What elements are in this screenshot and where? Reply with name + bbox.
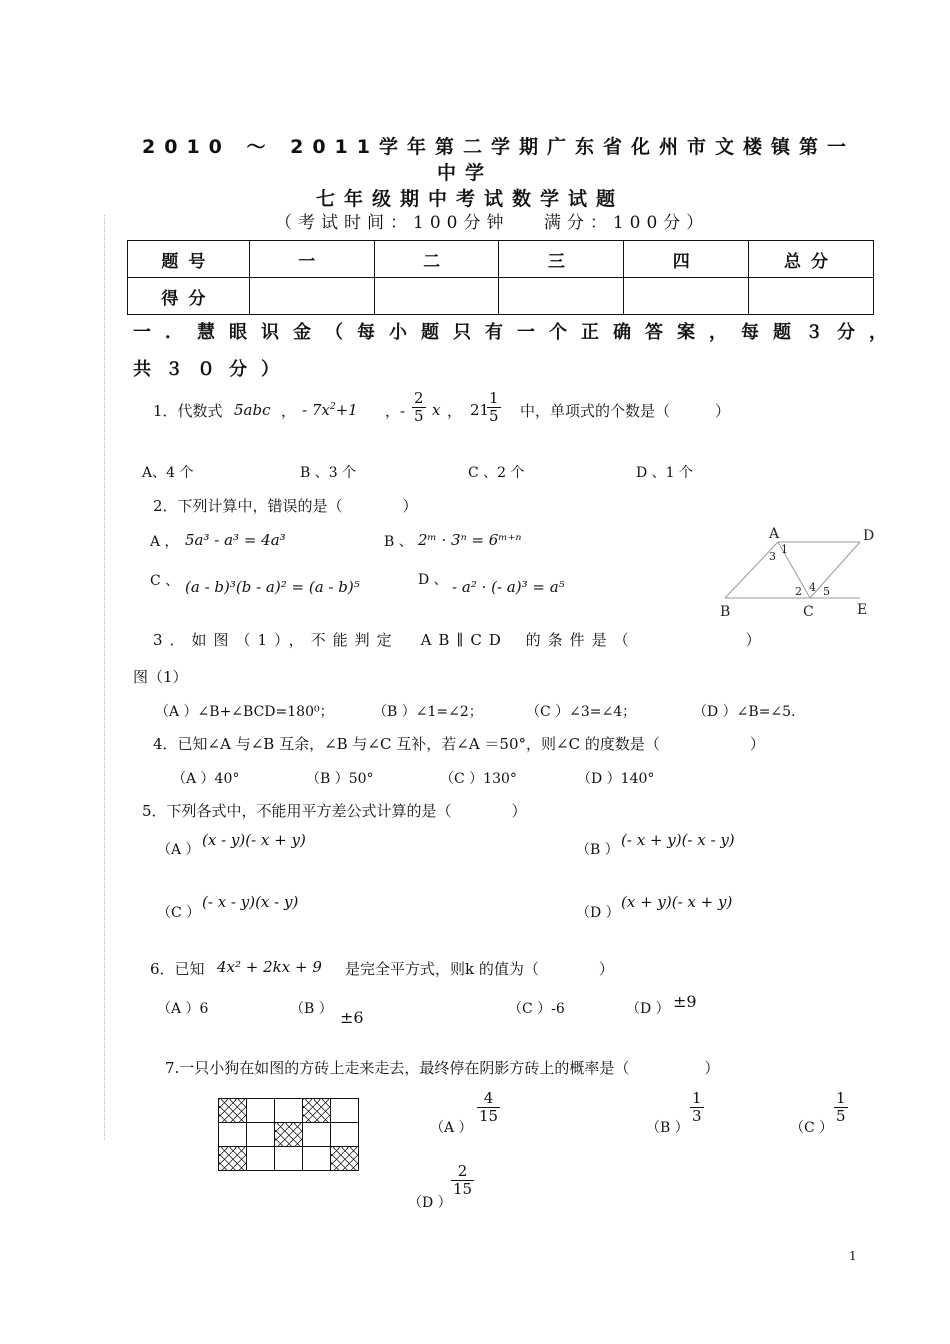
q7-option-d-num: 2: [457, 1162, 468, 1180]
q1-sep3: ，: [447, 402, 463, 420]
q4-option-c[interactable]: （C ）130°: [440, 771, 517, 787]
q1-mixed-num: 1: [489, 389, 499, 407]
figure-label-b: B: [720, 604, 731, 620]
score-input-cell[interactable]: [624, 278, 749, 315]
q2-option-c-label[interactable]: C 、: [150, 573, 180, 589]
figure-1-caption: 图（1）: [133, 668, 188, 686]
q1-fraction-num: 2: [414, 389, 424, 407]
tile-shaded: [331, 1147, 359, 1171]
q1-fraction-var: x: [432, 401, 441, 419]
q1-fraction: [412, 390, 426, 425]
q2-option-b-label[interactable]: B 、: [384, 534, 413, 550]
q5-option-b-expr: (- x + y)(- x - y): [621, 831, 735, 849]
q5-option-d-label[interactable]: （D ）: [576, 905, 620, 921]
q7-option-c-num: 1: [836, 1089, 846, 1107]
q3-option-a[interactable]: （A ）∠B+∠BCD=180⁰；: [155, 704, 334, 720]
q2-option-a-label[interactable]: A ，: [150, 534, 179, 550]
q7-option-c-label[interactable]: （C ）: [790, 1120, 834, 1136]
q3-option-b[interactable]: （B ）∠1=∠2；: [373, 704, 483, 720]
score-input-cell[interactable]: [749, 278, 874, 315]
q1-term2-exp: 2: [329, 402, 336, 412]
tile-grid: [218, 1098, 359, 1171]
tile: [219, 1123, 247, 1147]
q5-option-a-label[interactable]: （A ）: [157, 842, 200, 858]
q4-option-d[interactable]: （D ）140°: [577, 771, 655, 787]
q2-option-c-expr: (a - b)³(b - a)² = (a - b)⁵: [185, 578, 360, 596]
q1-mixed-den: 5: [489, 407, 499, 425]
section1-heading-cont: 共３０分）: [133, 359, 293, 380]
q1-term2: [302, 401, 358, 419]
tile-shaded: [303, 1099, 331, 1123]
q1-mixed-fraction: [487, 390, 501, 425]
q7-option-a-fraction: [477, 1090, 500, 1125]
score-input-cell[interactable]: [249, 278, 374, 315]
q5-option-b-label[interactable]: （B ）: [576, 842, 619, 858]
q1-fraction-den: 5: [414, 407, 424, 425]
score-table-header-row: [128, 241, 874, 278]
exam-subtitle: （考试时间：100分钟 满分：100分）: [275, 213, 710, 233]
q4-option-a[interactable]: （A ）40°: [172, 771, 240, 787]
tile: [247, 1099, 275, 1123]
score-table-cell: 一: [249, 241, 374, 278]
q7-option-a-num: 4: [483, 1089, 494, 1107]
score-table-cell: 总分: [749, 241, 874, 278]
q6-option-d-label[interactable]: （D ）: [626, 1001, 670, 1017]
tile-shaded: [275, 1123, 303, 1147]
score-table-score-row: [128, 278, 874, 315]
q6-option-a[interactable]: （A ）6: [157, 1001, 209, 1017]
figure-label-e: E: [857, 602, 868, 618]
q7-option-a-den: 15: [479, 1107, 499, 1125]
tile-shaded: [219, 1147, 247, 1171]
section1-heading: 一．慧眼识金（每小题只有一个正确答案，每题３分，: [133, 322, 901, 343]
q7-option-a-label[interactable]: （A ）: [430, 1120, 473, 1136]
q1-sep2: ，-: [385, 402, 406, 420]
q6-option-b-value: ±6: [340, 1008, 364, 1027]
q6-expr: 4x² + 2kx + 9: [217, 958, 322, 976]
figure-label-c: C: [803, 604, 814, 620]
q2-option-d-label[interactable]: D 、: [418, 572, 448, 588]
q6-option-d-value: ±9: [673, 992, 697, 1011]
q1-suffix: 中，单项式的个数是（ ）: [520, 402, 731, 420]
q2-stem: 2．下列计算中，错误的是（ ）: [153, 497, 418, 515]
score-table-cell: 三: [499, 241, 624, 278]
q6-option-c[interactable]: （C ）-6: [508, 1001, 565, 1017]
q3-stem: 3．如图（1），不能判定 AB∥CD 的条件是（ ）: [153, 631, 768, 649]
q5-option-a-expr: (x - y)(- x + y): [202, 831, 306, 849]
score-table: [127, 240, 874, 315]
q1-option-c[interactable]: C 、2 个: [468, 465, 525, 481]
angle-label-2: 2: [795, 585, 802, 598]
tile: [275, 1147, 303, 1171]
q5-stem: 5．下列各式中，不能用平方差公式计算的是（ ）: [142, 802, 527, 820]
exam-title: 七年级期中考试数学试题: [316, 188, 625, 210]
tile: [247, 1147, 275, 1171]
tile: [247, 1123, 275, 1147]
figure-1: [715, 522, 880, 620]
score-table-cell: 题号: [128, 241, 250, 278]
q7-option-b-num: 1: [692, 1089, 702, 1107]
q7-option-c-den: 5: [836, 1107, 846, 1125]
q1-option-b[interactable]: B 、3 个: [300, 465, 357, 481]
figure-label-d: D: [863, 528, 875, 544]
q7-option-d-label[interactable]: （D ）: [408, 1195, 452, 1211]
angle-label-3: 3: [769, 550, 776, 563]
q7-option-b-fraction: [690, 1090, 704, 1125]
q7-stem: 7.一只小狗在如图的方砖上走来走去，最终停在阴影方砖上的概率是（ ）: [165, 1059, 720, 1077]
tile: [303, 1123, 331, 1147]
tile: [303, 1147, 331, 1171]
angle-label-1: 1: [781, 543, 788, 556]
q5-option-d-expr: (x + y)(- x + y): [621, 893, 733, 911]
q7-option-d-fraction: [451, 1163, 474, 1198]
tile-shaded: [219, 1099, 247, 1123]
page-number: 1: [849, 1249, 857, 1263]
title-line1: 2010 ～ 2011学年第二学期广东省化州市文楼镇第一: [142, 136, 855, 158]
q1-option-a[interactable]: A、4 个: [142, 465, 194, 481]
q1-term2-base: - 7x: [302, 401, 330, 419]
score-table-cell: 得分: [128, 278, 250, 315]
angle-label-5: 5: [823, 585, 830, 598]
q3-option-c[interactable]: （C ）∠3=∠4；: [526, 704, 637, 720]
score-input-cell[interactable]: [374, 278, 499, 315]
line-dc: [810, 542, 860, 598]
q1-prefix: 1．代数式: [153, 402, 223, 420]
tile: [331, 1123, 359, 1147]
q1-mixed-whole: 21: [470, 401, 490, 419]
tile: [331, 1099, 359, 1123]
score-input-cell[interactable]: [499, 278, 624, 315]
q1-option-d[interactable]: D 、1 个: [636, 465, 694, 481]
q1-term1: 5abc: [234, 401, 271, 419]
tile: [275, 1099, 303, 1123]
q7-option-c-fraction: [834, 1090, 848, 1125]
q5-option-c-label[interactable]: （C ）: [157, 905, 201, 921]
title-line2: 中学: [437, 162, 494, 184]
q1-term2-tail: +1: [335, 401, 358, 419]
score-table-cell: 四: [624, 241, 749, 278]
q6-prefix: 6．已知: [150, 960, 205, 978]
q3-option-d[interactable]: （D ）∠B=∠5.: [693, 704, 796, 720]
q5-option-c-expr: (- x - y)(x - y): [202, 893, 299, 911]
figure-label-a: A: [769, 526, 780, 542]
q1-sep1: ，: [281, 402, 297, 420]
q4-option-b[interactable]: （B ）50°: [306, 771, 374, 787]
q7-option-b-den: 3: [692, 1107, 702, 1125]
q2-option-d-expr: - a² · (- a)³ = a⁵: [452, 578, 565, 596]
q4-stem: 4．已知∠A 与∠B 互余，∠B 与∠C 互补，若∠A ＝50°，则∠C 的度数是（ ）: [153, 735, 765, 753]
margin-line: [104, 215, 105, 1140]
q2-option-a-expr: 5a³ - a³ = 4a³: [185, 531, 286, 549]
angle-label-4: 4: [809, 581, 816, 594]
q6-option-b-label[interactable]: （B ）: [290, 1001, 333, 1017]
q2-option-b-expr: 2ᵐ · 3ⁿ = 6ᵐ⁺ⁿ: [418, 531, 522, 549]
q7-option-b-label[interactable]: （B ）: [646, 1120, 689, 1136]
q7-option-d-den: 15: [453, 1180, 473, 1198]
q6-suffix: 是完全平方式，则k 的值为（ ）: [345, 960, 614, 978]
score-table-cell: 二: [374, 241, 499, 278]
